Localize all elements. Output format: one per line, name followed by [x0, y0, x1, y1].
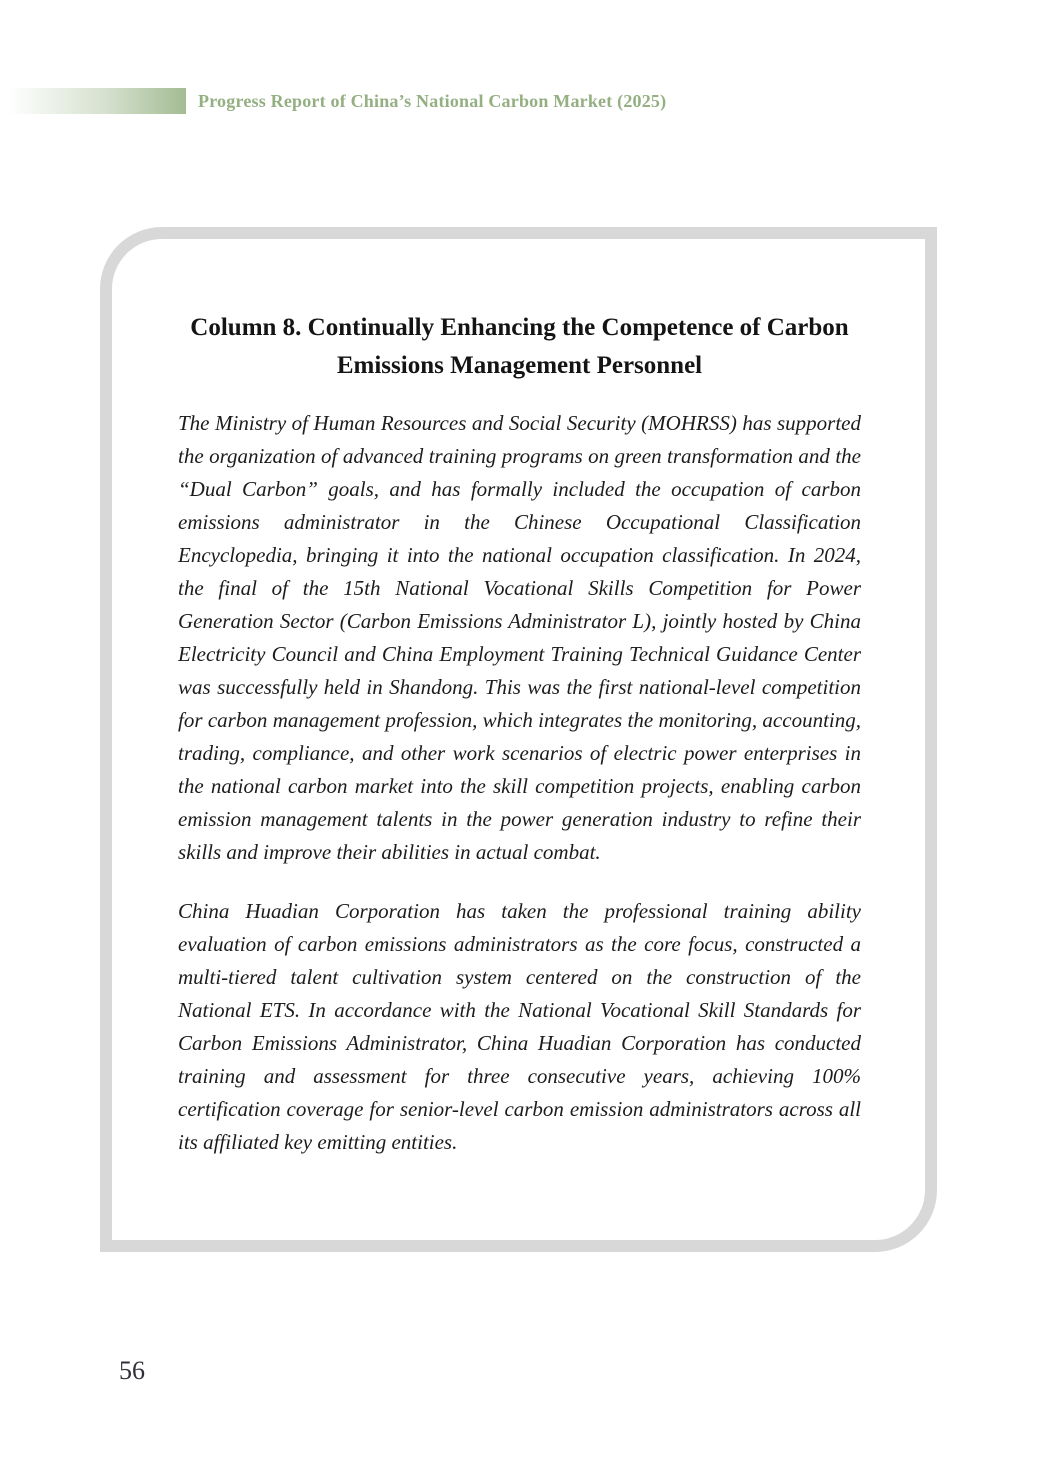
page-header: [8, 88, 666, 114]
paragraph-mohrss-training: The Ministry of Human Resources and Social Security (MOHRSS) has supported the organization of advanced training programs on green transformation and the “Dual Carbon” goals, and has formally included the occupation of carbon emissions administrator in the Chinese Occupational Classification Encyclopedia, bringing it into the national occupation classification. In 2024, the final of the 15th National Vocational Skills Competition for Power Generation Sector (Carbon Emissions Administrator L), jointly hosted by China Electricity Council and China Employment Training Technical Guidance Center was successfully held in Shandong. This was the first national-level competition for carbon management profession, which integrates the monitoring, accounting, trading, compliance, and other work scenarios of electric power enterprises in the national carbon market into the skill competition projects, enabling carbon emission management talents in the power generation industry to refine their skills and improve their abilities in actual combat.: [178, 411, 861, 864]
column-heading-line-1: Column 8. Continually Enhancing the Competence of Carbon: [190, 314, 849, 341]
column-heading-line-2: Emissions Management Personnel: [336, 352, 703, 379]
header-gradient-bar: [8, 88, 186, 114]
paragraph-china-huadian: China Huadian Corporation has taken the professional training ability evaluation of carbon emissions administrators as the core focus, constructed a multi-tiered talent cultivation system centered on the construction of the National ETS. In accordance with the National Vocational Skill Standards for Carbon Emissions Administrator, China Huadian Corporation has conducted training and assessment for three consecutive years, achieving 100% certification coverage for senior-level carbon emission administrators across all its affiliated key emitting entities.: [178, 899, 861, 1154]
page-number: 56: [119, 1356, 145, 1385]
column-8-box: [100, 227, 937, 1252]
report-title: Progress Report of China’s National Carbon Market (2025): [198, 90, 667, 111]
column-heading: [178, 309, 861, 385]
